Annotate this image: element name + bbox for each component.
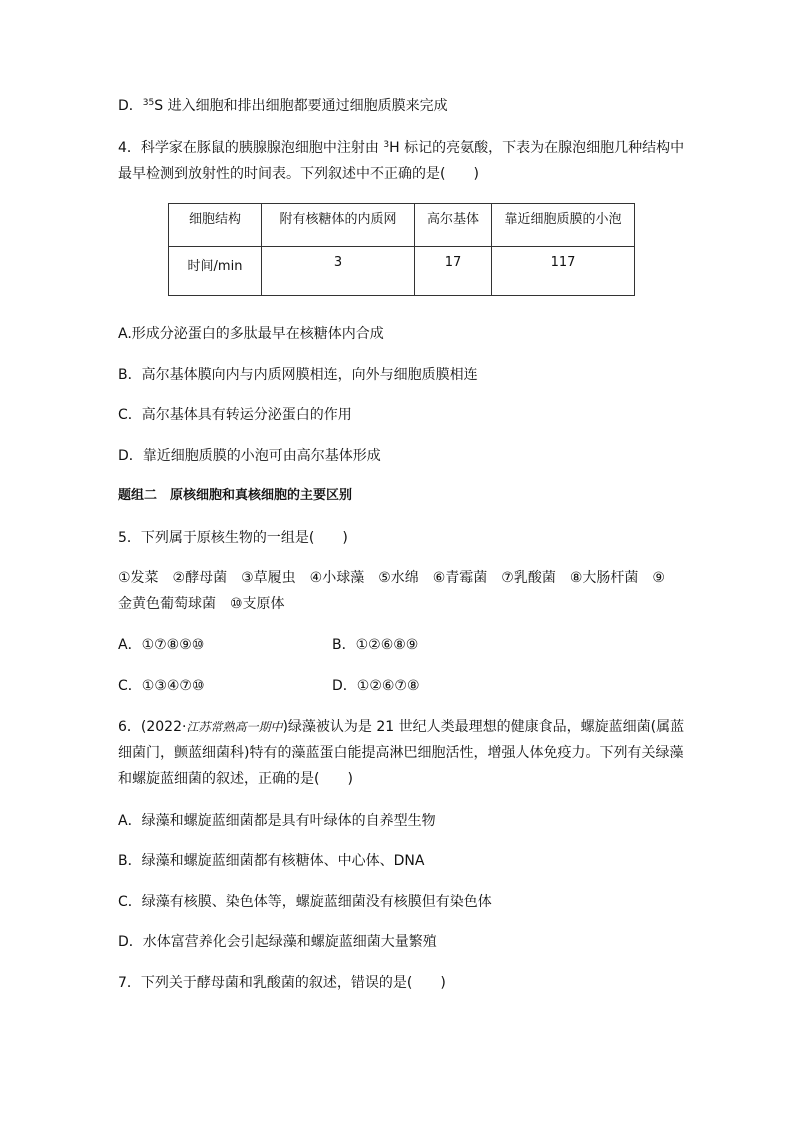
q6-stem-line-1	[118, 717, 684, 737]
q4-option-d: D．靠近细胞质膜的小泡可由高尔基体形成	[118, 448, 381, 464]
q6-option-c: C．绿藻有核膜、染色体等，螺旋蓝细菌没有核膜但有染色体	[118, 894, 492, 910]
q6-option-a: A．绿藻和螺旋蓝细菌都是具有叶绿体的自养型生物	[118, 813, 436, 829]
q5-items-line-1: ①发菜 ②酵母菌 ③草履虫 ④小球藻 ⑤水绵 ⑥青霉菌 ⑦乳酸菌 ⑧大肠杆菌 ⑨	[118, 570, 665, 586]
q5-option-b: B．①②⑥⑧⑨	[332, 637, 419, 653]
table-header-cell: 附有核糖体的内质网	[262, 204, 415, 247]
q5-option-d: D．①②⑥⑦⑧	[332, 678, 420, 694]
q4-option-b: B．高尔基体膜向内与内质网膜相连，向外与细胞质膜相连	[118, 367, 478, 383]
table-header-row	[169, 204, 635, 247]
q6-stem-line-2: 细菌门，颤蓝细菌科)特有的藻蓝蛋白能提高淋巴细胞活性，增强人体免疫力。下列有关绿藻	[118, 745, 684, 761]
q7-stem: 7．下列关于酵母菌和乳酸菌的叙述，错误的是( )	[118, 975, 446, 991]
group-title: 题组二 原核细胞和真核细胞的主要区别	[118, 488, 353, 503]
q4-stem-part-b: H 标记的亮氨酸，下表为在腺泡细胞几种结构中	[389, 140, 685, 156]
q4-data-table	[168, 203, 635, 296]
q3-option-d-superscript: 35	[142, 98, 155, 108]
q4-stem-superscript: 3	[383, 140, 390, 150]
q4-stem-part-a: 4．科学家在豚鼠的胰腺腺泡细胞中注射由	[118, 140, 384, 156]
q5-option-c: C．①③④⑦⑩	[118, 678, 205, 694]
table-cell: 17	[415, 247, 492, 296]
table-cell: 117	[492, 247, 635, 296]
table-cell: 3	[262, 247, 415, 296]
q4-option-a: A.形成分泌蛋白的多肽最早在核糖体内合成	[118, 326, 384, 342]
table-header-cell: 高尔基体	[415, 204, 492, 247]
q3-option-d-text: S 进入细胞和排出细胞都要通过细胞质膜来完成	[154, 98, 448, 114]
q4-option-c: C．高尔基体具有转运分泌蛋白的作用	[118, 407, 352, 423]
table-cell: 时间/min	[169, 247, 262, 296]
q6-stem-line-1-rest: )绿藻被认为是 21 世纪人类最理想的健康食品，螺旋蓝细菌(属蓝	[282, 719, 685, 735]
q4-stem-line-2: 最早检测到放射性的时间表。下列叙述中不正确的是( )	[118, 166, 479, 182]
q5-items-line-2: 金黄色葡萄球菌 ⑩支原体	[118, 596, 285, 612]
table-header-cell: 细胞结构	[169, 204, 262, 247]
q6-option-b: B．绿藻和螺旋蓝细菌都有核糖体、中心体、DNA	[118, 853, 425, 869]
q5-stem: 5．下列属于原核生物的一组是( )	[118, 530, 348, 546]
table-header-cell: 靠近细胞质膜的小泡	[492, 204, 635, 247]
q6-stem-line-3: 和螺旋蓝细菌的叙述，正确的是( )	[118, 771, 353, 787]
q6-source: 江苏常熟高一期中	[186, 720, 283, 734]
q3-option-d-prefix: D．	[118, 98, 143, 114]
q6-number: 6．(2022·	[118, 719, 187, 735]
table-row	[169, 247, 635, 296]
q4-stem-line-1	[118, 138, 684, 158]
q5-option-a: A．①⑦⑧⑨⑩	[118, 637, 205, 653]
q6-option-d: D．水体富营养化会引起绿藻和螺旋蓝细菌大量繁殖	[118, 934, 437, 950]
q3-option-d	[118, 96, 448, 116]
